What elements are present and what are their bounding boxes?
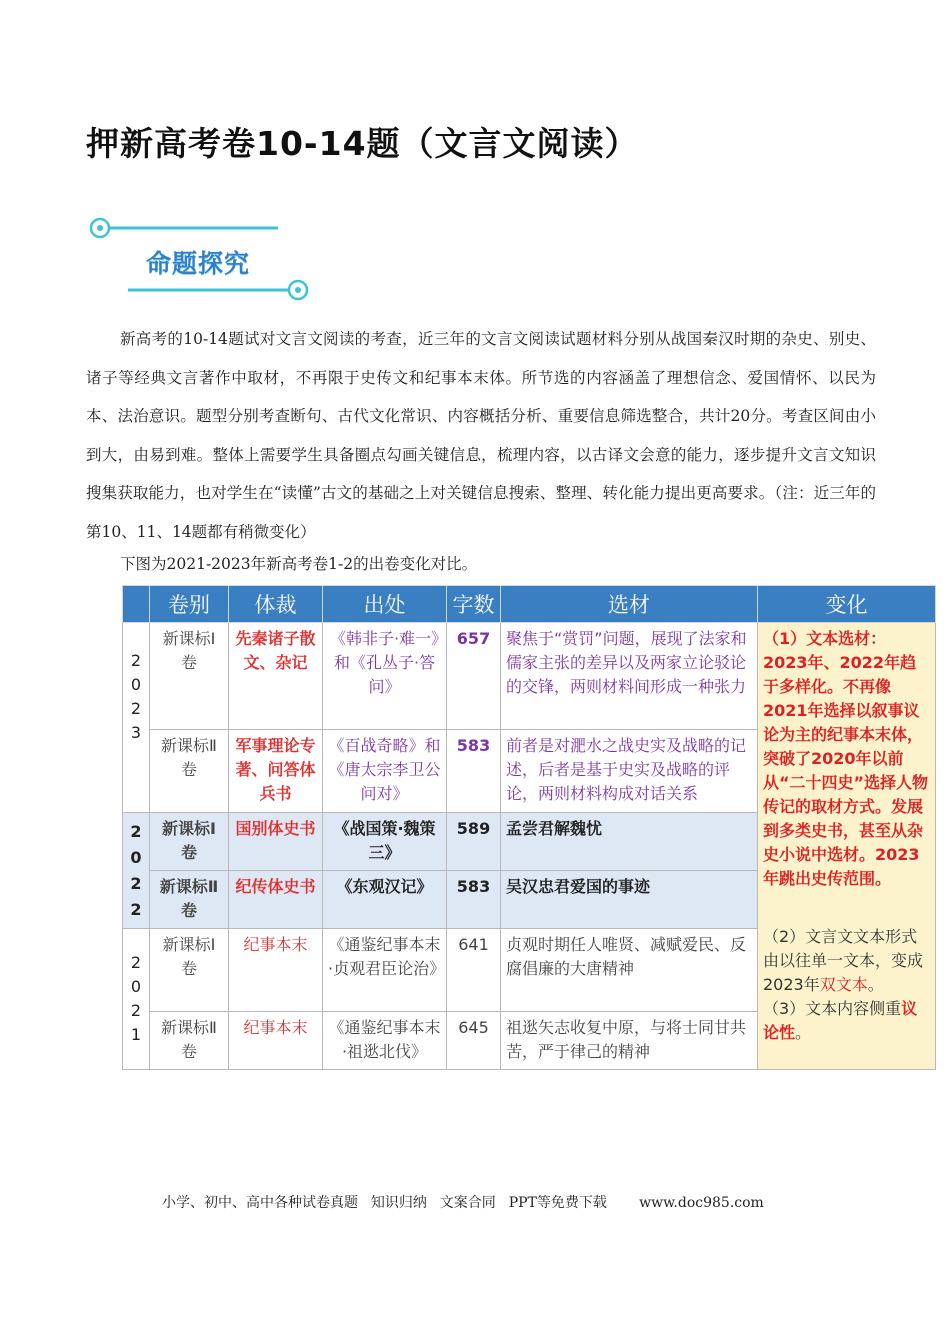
genre-cell: 先秦诸子散文、杂记 bbox=[229, 623, 323, 730]
source-cell: 《东观汉记》 bbox=[323, 871, 447, 929]
material-cell: 吴汉忠君爱国的事迹 bbox=[501, 871, 758, 929]
header-material: 选材 bbox=[501, 586, 758, 623]
material-cell: 贞观时期任人唯贤、减赋爱民、反腐倡廉的大唐精神 bbox=[501, 929, 758, 1012]
change-point-3-end: 。 bbox=[795, 1023, 812, 1042]
genre-cell: 国别体史书 bbox=[229, 813, 323, 871]
volume-cell: 新课标Ⅱ卷 bbox=[150, 871, 229, 929]
section-banner-label: 命题探究 bbox=[146, 249, 251, 278]
change-point-3-text: （3）文本内容侧重 bbox=[763, 999, 902, 1018]
year-cell-2022: 2 0 2 2 bbox=[123, 813, 150, 929]
count-cell: 583 bbox=[447, 730, 501, 813]
header-change: 变化 bbox=[758, 586, 936, 623]
page-title: 押新高考卷10-14题（文言文阅读） bbox=[86, 124, 639, 163]
material-cell: 孟尝君解魏忧 bbox=[501, 813, 758, 871]
header-genre: 体裁 bbox=[229, 586, 323, 623]
volume-cell: 新课标Ⅱ卷 bbox=[150, 1012, 229, 1070]
count-cell: 645 bbox=[447, 1012, 501, 1070]
source-cell: 《韩非子·难一》和《孔丛子·答问》 bbox=[323, 623, 447, 730]
table-caption: 下图为2021-2023年新高考卷1-2的出卷变化对比。 bbox=[120, 555, 478, 573]
genre-cell: 纪事本末 bbox=[229, 1012, 323, 1070]
genre-cell: 纪传体史书 bbox=[229, 871, 323, 929]
source-cell: 《战国策·魏策三》 bbox=[323, 813, 447, 871]
volume-cell: 新课标Ⅰ卷 bbox=[150, 623, 229, 730]
comparison-table bbox=[122, 585, 936, 1070]
header-source: 出处 bbox=[323, 586, 447, 623]
material-cell: 聚焦于“赏罚”问题，展现了法家和儒家主张的差异以及两家立论驳论的交锋，两则材料间形成一种张力 bbox=[501, 623, 758, 730]
count-cell: 641 bbox=[447, 929, 501, 1012]
table-header-row bbox=[123, 586, 936, 623]
change-point-2 bbox=[763, 925, 930, 997]
volume-cell: 新课标Ⅱ卷 bbox=[150, 730, 229, 813]
header-count: 字数 bbox=[447, 586, 501, 623]
change-point-1: （1）文本选材：2023年、2022年趋于多样化。不再像2021年选择以叙事议论为主的纪事本末体，突破了2020年以前从“二十四史”选择人物传记的取材方式。发展到多类史书，甚至从杂史小说中选材。2023年跳出史传范围。 bbox=[763, 629, 929, 888]
change-point-3 bbox=[763, 997, 930, 1045]
material-cell: 前者是对淝水之战史实及战略的记述，后者是基于史实及战略的评论，两则材料构成对话关系 bbox=[501, 730, 758, 813]
genre-cell: 军事理论专著、问答体兵书 bbox=[229, 730, 323, 813]
change-point-2-text: （2）文言文文本形式由以往单一文本，变成2023年 bbox=[763, 927, 924, 994]
year-cell-2021: 2 0 2 1 bbox=[123, 929, 150, 1070]
table-row bbox=[123, 623, 936, 730]
header-year bbox=[123, 586, 150, 623]
source-cell: 《百战奇略》和《唐太宗李卫公问对》 bbox=[323, 730, 447, 813]
change-point-2-highlight: 双文本 bbox=[819, 975, 868, 994]
source-cell: 《通鉴纪事本末·祖逖北伐》 bbox=[323, 1012, 447, 1070]
change-point-3-highlight: 议论性 bbox=[763, 999, 918, 1042]
change-summary-cell bbox=[758, 623, 936, 1070]
volume-cell: 新课标Ⅰ卷 bbox=[150, 813, 229, 871]
volume-cell: 新课标Ⅰ卷 bbox=[150, 929, 229, 1012]
intro-paragraph: 新高考的10-14题试对文言文阅读的考查，近三年的文言文阅读试题材料分别从战国秦汉时期的杂史、别史、诸子等经典文言著作中取材，不再限于史传文和纪事本末体。所节选的内容涵盖了理想信念、爱国情怀、以民为本、法治意识。题型分别考查断句、古代文化常识、内容概括分析、重要信息筛选整合，共计20分。考查区间由小到大，由易到难。整体上需要学生具备圈点勾画关键信息，梳理内容，以古译文会意的能力，逐步提升文言文知识搜集获取能力，也对学生在“读懂”古文的基础之上对关键信息搜索、整理、转化能力提出更高要求。（注：近三年的第10、11、14题都有稍微变化） bbox=[86, 330, 876, 541]
genre-cell: 纪事本末 bbox=[229, 929, 323, 1012]
header-volume: 卷别 bbox=[150, 586, 229, 623]
page-footer: 小学、初中、高中各种试卷真题 知识归纳 文案合同 PPT等免费下载 www.doc985.com bbox=[162, 1195, 764, 1211]
change-point-2-end: 。 bbox=[867, 975, 884, 994]
source-cell: 《通鉴纪事本末·贞观君臣论治》 bbox=[323, 929, 447, 1012]
count-cell: 583 bbox=[447, 871, 501, 929]
material-cell: 祖逖矢志收复中原，与将士同甘共苦，严于律己的精神 bbox=[501, 1012, 758, 1070]
count-cell: 589 bbox=[447, 813, 501, 871]
count-cell: 657 bbox=[447, 623, 501, 730]
year-cell-2023: 2 0 2 3 bbox=[123, 623, 150, 813]
